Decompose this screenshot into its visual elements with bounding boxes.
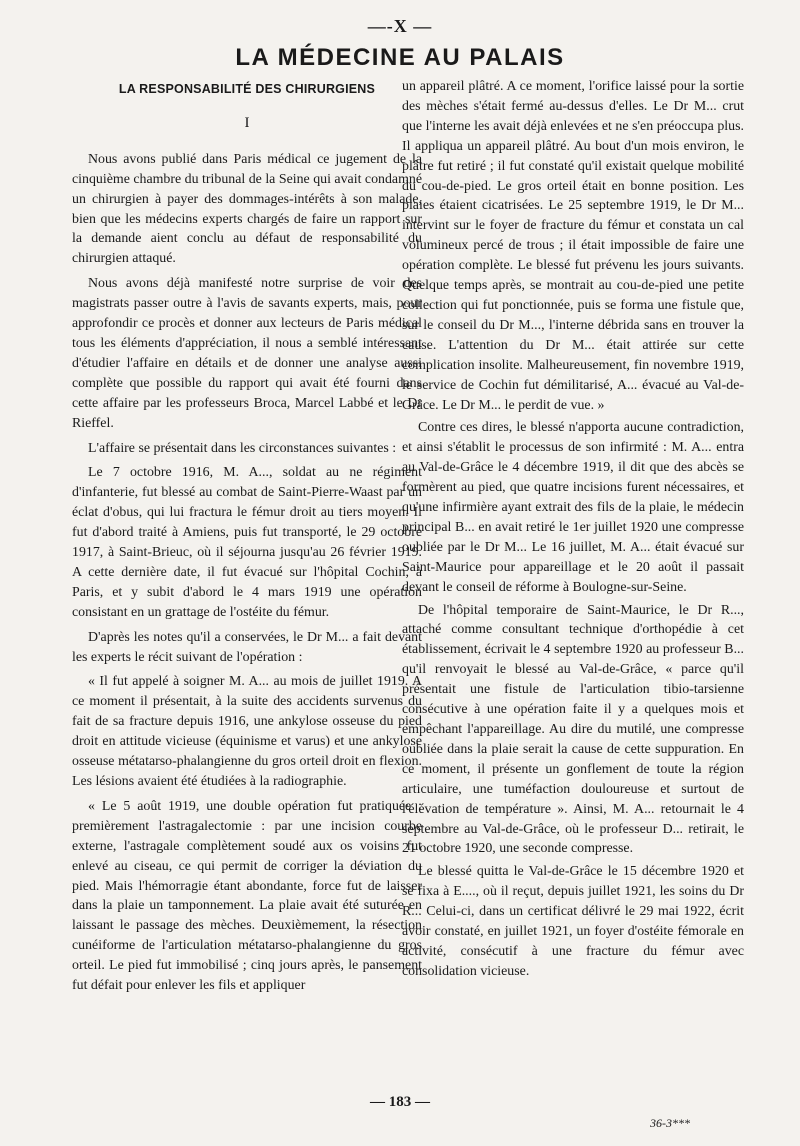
paragraph: Le 7 octobre 1916, M. A..., soldat au ne régiment d'infanterie, fut blessé au combat de Saint-Pierre-Waast par un éclat d'obus, qui lui fractura le fémur droit au tiers moyen. Il fut d'abord traité à Amiens, puis fut transporté, le 29 octobre 1917, à Saint-Brieuc, où il séjourna jusqu'au 26 février 1919. A cette dernière date, il fut évacué sur l'hôpital Cochin, à Paris, et y subit d'abord le 4 mars 1919 une opération consistant en un grattage de l'ostéite du fémur. xyxy=(72,465,422,620)
right-column xyxy=(402,77,744,985)
part-number: I xyxy=(244,114,250,131)
paragraph: L'affaire se présentait dans les circonstances suivantes : xyxy=(88,440,397,456)
paragraph: « Le 5 août 1919, une double opération fut pratiquée : premièrement l'astragalectomie : par une incision courbe externe, l'astragale complètement soudé aux os voisins fut enlevé au ciseau, ce qui permit de corriger la déviation du pied. Mais l'hémorragie étant abondante, force fut de laisser dans la plaie un tamponnement. La plaie avait été suturée en laissant le passage des mèches. Deuxièmement, la résection cunéiforme de l'articulation métatarso-phalangienne du gros orteil. Le pied fut immobilisé ; cinq jours après, le pansement fut défait pour enlever les fils et appliquer xyxy=(72,798,422,994)
paragraph: Contre ces dires, le blessé n'apporta aucune contradiction, et ainsi s'établit le processus de son infirmité : M. A... entra au Val-de-Grâce le 4 décembre 1919, il dit que des abcès se formèrent au pied, que quatre incisions furent nécessaires, et qu'une infirmière ayant extrait des fils de la plaie, le médecin principal B... en avait retiré le 1er juillet 1920 une compresse oubliée par le Dr M... Le 16 juillet, M. A... était évacué sur Saint-Maurice pour appareillage et le 20 août il passait devant le conseil de réforme à Boulogne-sur-Seine. xyxy=(402,420,744,595)
paragraph: De l'hôpital temporaire de Saint-Maurice, le Dr R..., attaché comme consultant technique d'orthopédie à cet établissement, écrivait le 4 septembre 1920 au professeur B... qu'il renvoyait le blessé au Val-de-Grâce, « parce qu'il présentait une fistule de l'articulation tibio-tarsienne consécutive à une opération faite il y a quelques mois et empêchant l'appareillage. Au dire du mutilé, une compresse oubliée dans la plaie serait la cause de cette suppuration. En ce moment, il présente un gonflement de toute la région articulaire, une tuméfaction douloureuse et surtout de l'élévation de température ». Ainsi, M. A... retournait le 4 septembre au Val-de-Grâce, où le professeur D... retirait, le 21 octobre 1920, une seconde compresse. xyxy=(402,602,744,857)
paragraph: D'après les notes qu'il a conservées, le Dr M... a fait devant les experts le récit suivant de l'opération : xyxy=(72,629,422,665)
paragraph: « Il fut appelé à soigner M. A... au mois de juillet 1919. A ce moment il présentait, à la suite des accidents survenus du fait de sa fracture depuis 1916, une ankylose osseuse du pied droit en attitude vicieuse (équinisme et varus) et une ankylose osseuse métatarso-phalangienne du gros orteil droit en flexion. Les lésions avaient été étudiées à la radiographie. xyxy=(72,674,422,789)
paragraph: Nous avons publié dans Paris médical ce jugement de la cinquième chambre du tribunal de la Seine qui avait condamné un chirurgien à payer des dommages-intérêts à son malade, bien que les médecins experts chargés de faire un rapport sur la demande aient conclu au défaut de responsabilité du chirurgien attaqué. xyxy=(72,151,422,267)
section-title: LA RESPONSABILITÉ DES CHIRURGIENS xyxy=(118,82,376,96)
paragraph: Nous avons déjà manifesté notre surprise de voir des magistrats passer outre à l'avis de savants experts, mais, pour approfondir ce procès et donner aux lecteurs de Paris médical tous les éléments d'appréciation, il nous a semblé intéressant d'étudier l'affaire en détails et de donner une analyse aussi complète que possible du rapport qui avait été fourni dans cette affaire par les professeurs Broca, Marcel Labbé et le Dr Rieffel. xyxy=(72,276,422,431)
page-title: LA MÉDECINE AU PALAIS xyxy=(235,44,565,71)
page-number: — 183 — xyxy=(370,1094,430,1110)
left-column xyxy=(72,78,422,1001)
paragraph: un appareil plâtré. A ce moment, l'orifice laissé pour la sortie des mèches s'était fermé au-dessus d'elles. Le Dr M... crut que l'interne les avait déjà enlevées et ne s'en préoccupa plus. Il appliqua un appareil plâtré. Au bout d'un mois environ, le plâtre fut retiré ; il fut constaté qu'il existait quelque mobilité du cou-de-pied. Le gros orteil était en bonne position. Les plaies étaient cicatrisées. Le 25 septembre 1919, le Dr M... intervint sur le foyer de fracture du fémur et constata un cal volumineux percé de trous ; il était impossible de faire une opération complète. Le blessé fut prévenu les jours suivants. Quelque temps après, se montrait au cou-de-pied une petite collection qui fut ponctionnée, puis se forma une fistule que, sur le conseil du Dr M..., l'interne débrida sans en trouver la cause. L'attention du Dr M... était attirée sur cette complication insolite. Malheureusement, fin novembre 1919, le service de Cochin fut démilitarisé, A... évacué au Val-de-Grâce. Le Dr M... le perdit de vue. » xyxy=(402,79,744,413)
printer-signature: 36-3*** xyxy=(650,1116,690,1130)
paragraph: Le blessé quitta le Val-de-Grâce le 15 décembre 1920 et se fixa à E...., où il reçut, depuis juillet 1921, les soins du Dr R... Celui-ci, dans un certificat délivré le 29 mai 1922, écrit avoir constaté, en juillet 1921, un foyer d'ostéite fémorale en activité, consécutif à une fracture du fémur avec consolidation vicieuse. xyxy=(402,864,744,979)
page-folio: —-X — xyxy=(367,16,433,36)
